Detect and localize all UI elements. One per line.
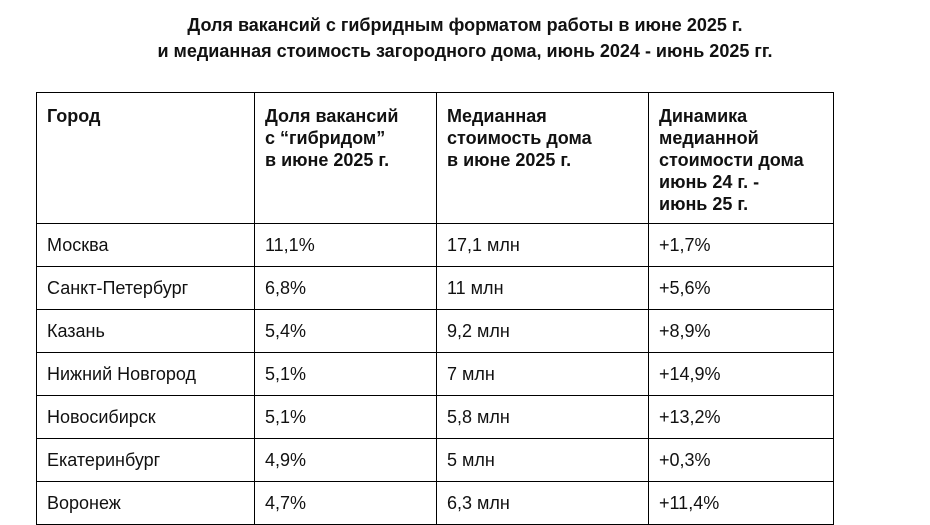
- cell-price-dynamics: +14,9%: [649, 353, 834, 396]
- cell-city: Санкт-Петербург: [37, 267, 255, 310]
- cell-hybrid-share: 4,7%: [255, 482, 437, 525]
- header-line: стоимость дома: [447, 128, 592, 148]
- table-row: [37, 267, 834, 310]
- header-line: медианной: [659, 128, 759, 148]
- header-city-line: Город: [47, 106, 101, 126]
- cell-city: Новосибирск: [37, 396, 255, 439]
- table-row: [37, 353, 834, 396]
- cell-median-price: 5,8 млн: [437, 396, 649, 439]
- cell-median-price: 7 млн: [437, 353, 649, 396]
- header-line: в июне 2025 г.: [265, 150, 390, 170]
- header-line: Медианная: [447, 106, 547, 126]
- header-line: стоимости дома: [659, 150, 804, 170]
- cell-price-dynamics: +5,6%: [649, 267, 834, 310]
- table-row: [37, 310, 834, 353]
- cell-city: Нижний Новгород: [37, 353, 255, 396]
- cell-median-price: 11 млн: [437, 267, 649, 310]
- header-line: июнь 24 г. -: [659, 172, 760, 192]
- header-line: Динамика: [659, 106, 748, 126]
- table-row: [37, 224, 834, 267]
- cell-city: Казань: [37, 310, 255, 353]
- data-table: [36, 92, 834, 525]
- table-row: [37, 482, 834, 525]
- header-line: в июне 2025 г.: [447, 150, 572, 170]
- cell-hybrid-share: 5,4%: [255, 310, 437, 353]
- cell-hybrid-share: 5,1%: [255, 396, 437, 439]
- cell-hybrid-share: 4,9%: [255, 439, 437, 482]
- cell-median-price: 9,2 млн: [437, 310, 649, 353]
- header-median-price: [437, 93, 649, 224]
- cell-city: Воронеж: [37, 482, 255, 525]
- cell-median-price: 6,3 млн: [437, 482, 649, 525]
- cell-price-dynamics: +0,3%: [649, 439, 834, 482]
- cell-city: Москва: [37, 224, 255, 267]
- cell-hybrid-share: 6,8%: [255, 267, 437, 310]
- header-line: с “гибридом”: [265, 128, 386, 148]
- header-price-dynamics: [649, 93, 834, 224]
- header-hybrid-share: [255, 93, 437, 224]
- title-line-1: Доля вакансий с гибридным форматом работы в июне 2025 г.: [187, 15, 743, 35]
- cell-price-dynamics: +8,9%: [649, 310, 834, 353]
- cell-median-price: 17,1 млн: [437, 224, 649, 267]
- header-city: [37, 93, 255, 224]
- header-line: июнь 25 г.: [659, 194, 749, 214]
- title-line-2: и медианная стоимость загородного дома, июнь 2024 - июнь 2025 гг.: [157, 41, 773, 61]
- cell-price-dynamics: +13,2%: [649, 396, 834, 439]
- cell-price-dynamics: +11,4%: [649, 482, 834, 525]
- cell-hybrid-share: 11,1%: [255, 224, 437, 267]
- cell-median-price: 5 млн: [437, 439, 649, 482]
- header-row: [37, 93, 834, 224]
- header-line: Доля вакансий: [265, 106, 399, 126]
- cell-city: Екатеринбург: [37, 439, 255, 482]
- table-row: [37, 439, 834, 482]
- cell-hybrid-share: 5,1%: [255, 353, 437, 396]
- cell-price-dynamics: +1,7%: [649, 224, 834, 267]
- table-row: [37, 396, 834, 439]
- page-title: [0, 12, 930, 64]
